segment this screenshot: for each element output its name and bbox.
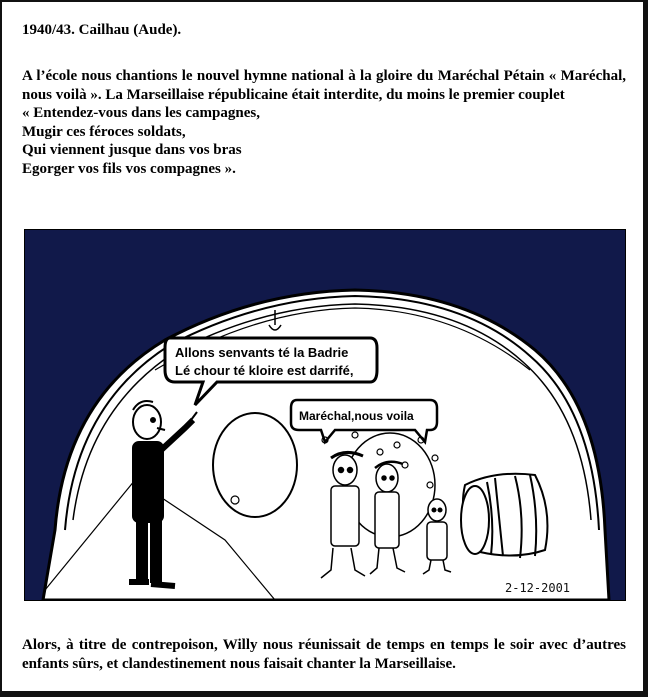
wine-barrel: [461, 474, 547, 558]
outro-text: Alors, à titre de contrepoison, Willy nous réunissait de temps en temps le soir avec d’autres enfants sûrs, et clandestinement nous faisait chanter la Marseillaise.: [22, 637, 626, 672]
verse-line-3: Qui viennent jusque dans vos bras: [22, 142, 242, 158]
cartoon-illustration: [24, 229, 626, 601]
signature-date: 2-12-2001: [505, 581, 571, 595]
intro-paragraph: A l’école nous chantions le nouvel hymne national à la gloire du Maréchal Pétain « Maréchal, nous voilà ». La Marseillaise républicaine était interdite, du moins le premier couplet: [22, 68, 626, 103]
verse-line-4: Egorger vos fils vos compagnes ».: [22, 160, 236, 177]
heading: 1940/43. Cailhau (Aude).: [22, 22, 182, 38]
bubble-children-text: Maréchal,nous voila: [299, 409, 414, 423]
cartoon-drawing: [25, 230, 625, 600]
intro-text: [22, 67, 626, 178]
bubble-teacher-line-1: Allons senvants té la Badrie: [175, 345, 349, 360]
verse-line-2: Mugir ces féroces soldats,: [22, 123, 186, 140]
bubble-teacher-line-2: Lé chour té kloire est darrifé,: [175, 363, 354, 378]
verse-line-1: « Entendez-vous dans les campagnes,: [22, 105, 260, 121]
